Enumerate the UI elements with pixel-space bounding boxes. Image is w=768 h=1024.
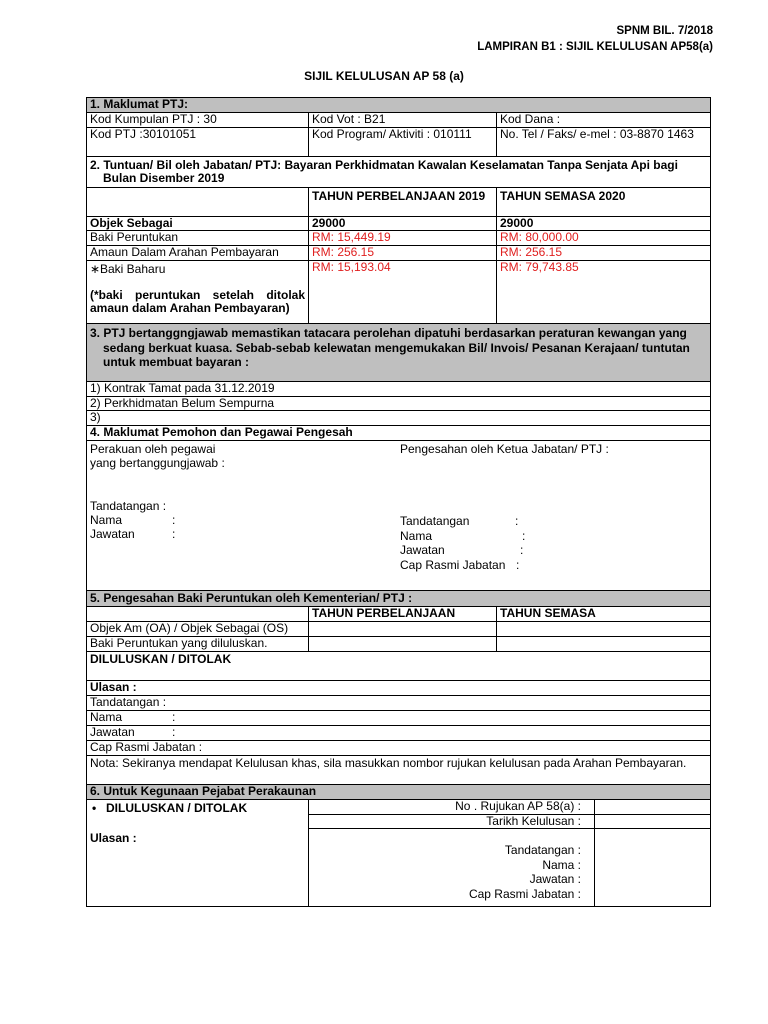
appendix-label: LAMPIRAN B1 : SIJIL KELULUSAN AP58(a) [477,41,713,53]
kod-dana: Kod Dana : [497,113,711,128]
bullet-icon [90,801,106,815]
tandatangan-left: Tandatangan : [90,498,167,513]
nama-right-colon: : [522,528,526,543]
baki-baharu-label: Baki Baharu [100,262,166,276]
col-tahun-perbelanjaan: TAHUN PERBELANJAAN 2019 [309,187,497,216]
s5-objek-ts [497,621,711,636]
s5-baki-ts [497,636,711,651]
document-reference: SPNM BIL. 7/2018 [616,25,713,37]
s6-rujukan-label: No . Rujukan AP 58(a) : [309,799,595,814]
kod-vot: Kod Vot : B21 [309,113,497,128]
s5-nama-label: Nama [90,710,123,724]
objek-sebagai-label: Objek Sebagai [87,216,309,231]
s5-jawatan-colon: : [172,725,176,739]
section-4-heading: 4. Maklumat Pemohon dan Pegawai Pengesah [87,425,711,440]
jawatan-right-colon: : [520,543,524,557]
baki-baharu-tp: RM: 15,193.04 [309,261,497,324]
s5-nota: Nota: Sekiranya mendapat Kelulusan khas, sila masukkan nombor rujukan kelulusan pada Arahan Pembayaran. [87,755,711,784]
s5-col-tahun-semasa: TAHUN SEMASA [497,606,711,621]
kod-kumpulan-ptj: Kod Kumpulan PTJ : 30 [87,113,309,128]
s5-col-tahun-perbelanjaan: TAHUN PERBELANJAAN [309,606,497,621]
blank-cell [87,187,309,216]
s5-cap-rasmi: Cap Rasmi Jabatan : [87,740,711,755]
objek-sebagai-tp: 29000 [309,216,497,231]
s5-nama-colon: : [172,710,176,724]
s6-tandatangan: Tandatangan : [504,843,581,857]
s6-jawatan: Jawatan : [529,872,581,886]
s5-baki-tp [309,636,497,651]
amaun-tp: RM: 256.15 [309,246,497,261]
jawatan-left-colon: : [172,526,176,541]
s6-sign-block [309,829,595,907]
pengesahan-ketua: Pengesahan oleh Ketua Jabatan/ PTJ : [400,441,609,456]
nama-left-colon: : [172,512,176,527]
s5-ulasan: Ulasan : [87,680,711,695]
section-4-body [87,440,711,590]
baki-note: (*baki peruntukan setelah ditolak amaun dalam Arahan Pembayaran) [90,287,305,315]
s6-left-cell [87,799,309,907]
perakuan-line-2: yang bertanggungjawab : [90,455,225,470]
amaun-label: Amaun Dalam Arahan Pembayaran [87,246,309,261]
s6-diluluskan: DILULUSKAN / DITOLAK [106,800,248,815]
s5-objek-tp [309,621,497,636]
jawatan-right-label: Jawatan [400,543,445,557]
amaun-ts: RM: 256.15 [497,246,711,261]
s5-objek-label: Objek Am (OA) / Objek Sebagai (OS) [87,621,309,636]
cap-rasmi-right-label: Cap Rasmi Jabatan [400,557,506,572]
section-2-heading: 2. Tuntuan/ Bil oleh Jabatan/ PTJ: Bayaran Perkhidmatan Kawalan Keselamatan Tanpa Senjata Api bagi Bulan Disember 2019 [87,156,711,187]
section-6-heading: 6. Untuk Kegunaan Pejabat Perakaunan [87,784,711,799]
col-tahun-semasa: TAHUN SEMASA 2020 [497,187,711,216]
baki-baharu-cell [87,261,309,324]
blank-cell [87,606,309,621]
no-tel-faks: No. Tel / Faks/ e-mel : 03-8870 1463 [497,127,711,156]
s5-nama-row [87,710,711,725]
reason-1: 1) Kontrak Tamat pada 31.12.2019 [87,382,711,397]
section-5-heading: 5. Pengesahan Baki Peruntukan oleh Kementerian/ PTJ : [87,590,711,606]
s6-tarikh-label: Tarikh Kelulusan : [309,814,595,829]
s5-jawatan-label: Jawatan [90,725,135,739]
tandatangan-right-label: Tandatangan [400,514,470,528]
kod-ptj: Kod PTJ :30101051 [87,127,309,156]
baki-peruntukan-tp: RM: 15,449.19 [309,231,497,246]
s6-rujukan-value [595,799,711,814]
nama-right-label: Nama [400,528,433,543]
cap-rasmi-right-colon: : [516,557,520,572]
s6-ulasan: Ulasan : [90,831,137,845]
s5-tandatangan: Tandatangan : [87,695,711,710]
section-3-heading: 3. PTJ bertanggngjawab memastikan tatacara perolehan dipatuhi berdasarkan peraturan kewangan yang sedang berkuat kuasa. Sebab-sebab kelewatan mengemukakan Bil/ Invois/ Pesanan Kerajaan/ tuntutan untuk membuat bayaran : [87,324,711,382]
tandatangan-right-colon: : [515,514,519,528]
perakuan-line-1: Perakuan oleh pegawai [90,441,216,456]
s6-sign-value [595,829,711,907]
form-title: SIJIL KELULUSAN AP 58 (a) [304,69,464,83]
ap58-form-table [86,97,711,907]
s6-tarikh-value [595,814,711,829]
jawatan-left-label: Jawatan [90,526,135,541]
baki-baharu-ts: RM: 79,743.85 [497,261,711,324]
reason-3: 3) [87,411,711,426]
s6-cap-rasmi: Cap Rasmi Jabatan : [468,886,581,901]
baki-peruntukan-label: Baki Peruntukan [87,231,309,246]
s5-jawatan-row [87,725,711,740]
reason-2: 2) Perkhidmatan Belum Sempurna [87,396,711,411]
objek-sebagai-ts: 29000 [497,216,711,231]
baki-peruntukan-ts: RM: 80,000.00 [497,231,711,246]
nama-left-label: Nama [90,512,123,527]
section-1-heading: 1. Maklumat PTJ: [87,98,711,113]
s5-baki-label: Baki Peruntukan yang diluluskan. [87,636,309,651]
asterisk-icon [90,262,100,276]
s6-nama: Nama : [542,857,581,872]
s5-diluluskan: DILULUSKAN / DITOLAK [87,651,711,680]
kod-program: Kod Program/ Aktiviti : 010111 [309,127,497,156]
